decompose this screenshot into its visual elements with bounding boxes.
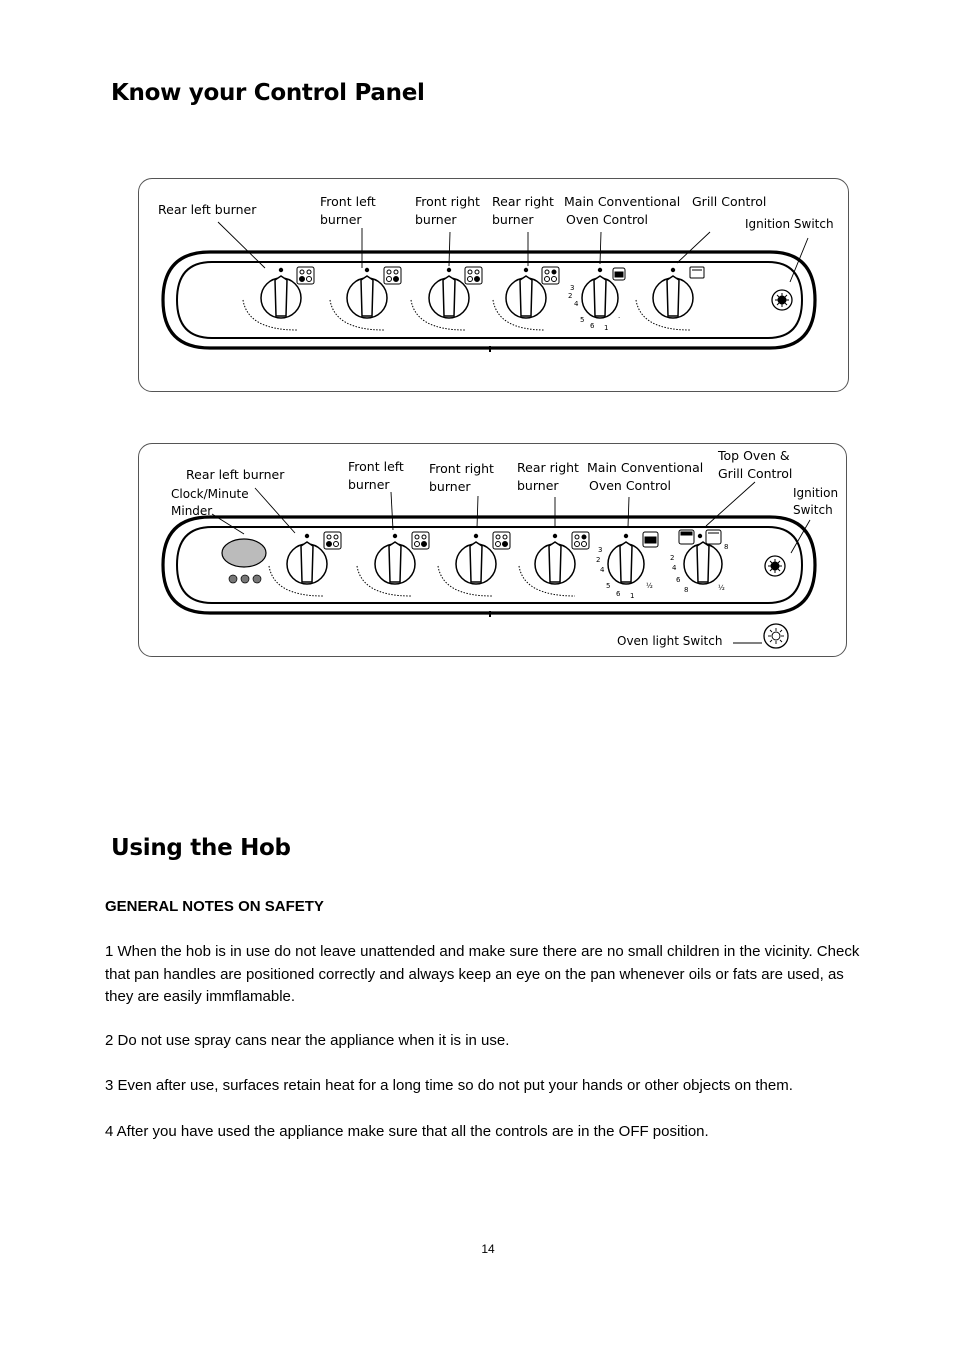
label2-front-right-line1: Front right <box>429 461 494 476</box>
label-main-oven-line1: Main Conventional <box>564 194 681 209</box>
svg-text:4: 4 <box>672 564 677 572</box>
label2-front-left-line2: burner <box>348 477 390 492</box>
label2-rear-right-line1: Rear right <box>517 460 579 475</box>
label2-main-oven-line2: Oven Control <box>589 478 672 493</box>
label-front-right-burner-line1: Front right <box>415 194 480 209</box>
label2-clock-line1: Clock/Minute <box>171 487 249 501</box>
label2-top-oven-line1: Top Oven & <box>718 448 790 463</box>
safety-note-2: 2 Do not use spray cans near the appliance when it is in use. <box>105 1032 510 1049</box>
svg-text:½: ½ <box>718 584 725 592</box>
safety-note-3: 3 Even after use, surfaces retain heat for a long time so do not put your hands or other objects on them. <box>105 1077 793 1094</box>
heading-control-panel: Know your Control Panel <box>111 80 425 106</box>
heading-using-the-hob: Using the Hob <box>111 835 291 861</box>
label-rear-left-burner: Rear left burner <box>158 202 257 217</box>
safety-title: GENERAL NOTES ON SAFETY <box>105 898 324 915</box>
svg-text:3: 3 <box>598 546 603 554</box>
svg-text:4: 4 <box>574 300 579 308</box>
svg-text:5: 5 <box>580 316 585 324</box>
svg-text:8: 8 <box>684 586 689 594</box>
label2-top-oven-line2: Grill Control <box>718 466 793 481</box>
svg-text:½: ½ <box>646 582 653 590</box>
svg-text:5: 5 <box>606 582 611 590</box>
svg-text:2: 2 <box>670 554 675 562</box>
svg-text:6: 6 <box>616 590 621 598</box>
label2-front-right-line2: burner <box>429 479 471 494</box>
label-front-left-burner-line1: Front left <box>320 194 376 209</box>
label2-ignition-line1: Ignition <box>793 486 839 500</box>
svg-text:6: 6 <box>676 576 681 584</box>
svg-text:1: 1 <box>604 324 609 332</box>
svg-text:2: 2 <box>596 556 601 564</box>
svg-text:3: 3 <box>570 284 575 292</box>
svg-text:4: 4 <box>600 566 605 574</box>
label2-oven-light-switch: Oven light Switch <box>617 634 723 648</box>
label2-ignition-line2: Switch <box>793 503 833 517</box>
label2-rear-left-burner: Rear left burner <box>186 467 285 482</box>
safety-note-4: 4 After you have used the appliance make sure that all the controls are in the OFF position. <box>105 1123 709 1140</box>
page-number: 14 <box>481 1242 495 1256</box>
label2-front-left-line1: Front left <box>348 459 404 474</box>
label-main-oven-line2: Oven Control <box>566 212 649 227</box>
label-rear-right-burner-line2: burner <box>492 212 534 227</box>
svg-text:.: . <box>618 312 621 320</box>
svg-text:8: 8 <box>724 543 729 551</box>
label-grill-control: Grill Control <box>692 194 767 209</box>
label2-rear-right-line2: burner <box>517 478 559 493</box>
label-front-right-burner-line2: burner <box>415 212 457 227</box>
svg-text:2: 2 <box>568 292 573 300</box>
label2-main-oven-line1: Main Conventional <box>587 460 704 475</box>
label-rear-right-burner-line1: Rear right <box>492 194 554 209</box>
svg-text:1: 1 <box>630 592 635 600</box>
label-ignition-switch: Ignition Switch <box>745 217 834 231</box>
label2-clock-line2: Minder <box>171 504 213 518</box>
label-front-left-burner-line2: burner <box>320 212 362 227</box>
svg-text:6: 6 <box>590 322 595 330</box>
safety-note-1: 1 When the hob is in use do not leave unattended and make sure there are no small children in the vicinity. Check that pan handles are positioned correctly and always keep an eye on the pan whenever oils or fats are used, as they are easily immflamable. <box>105 943 860 1005</box>
